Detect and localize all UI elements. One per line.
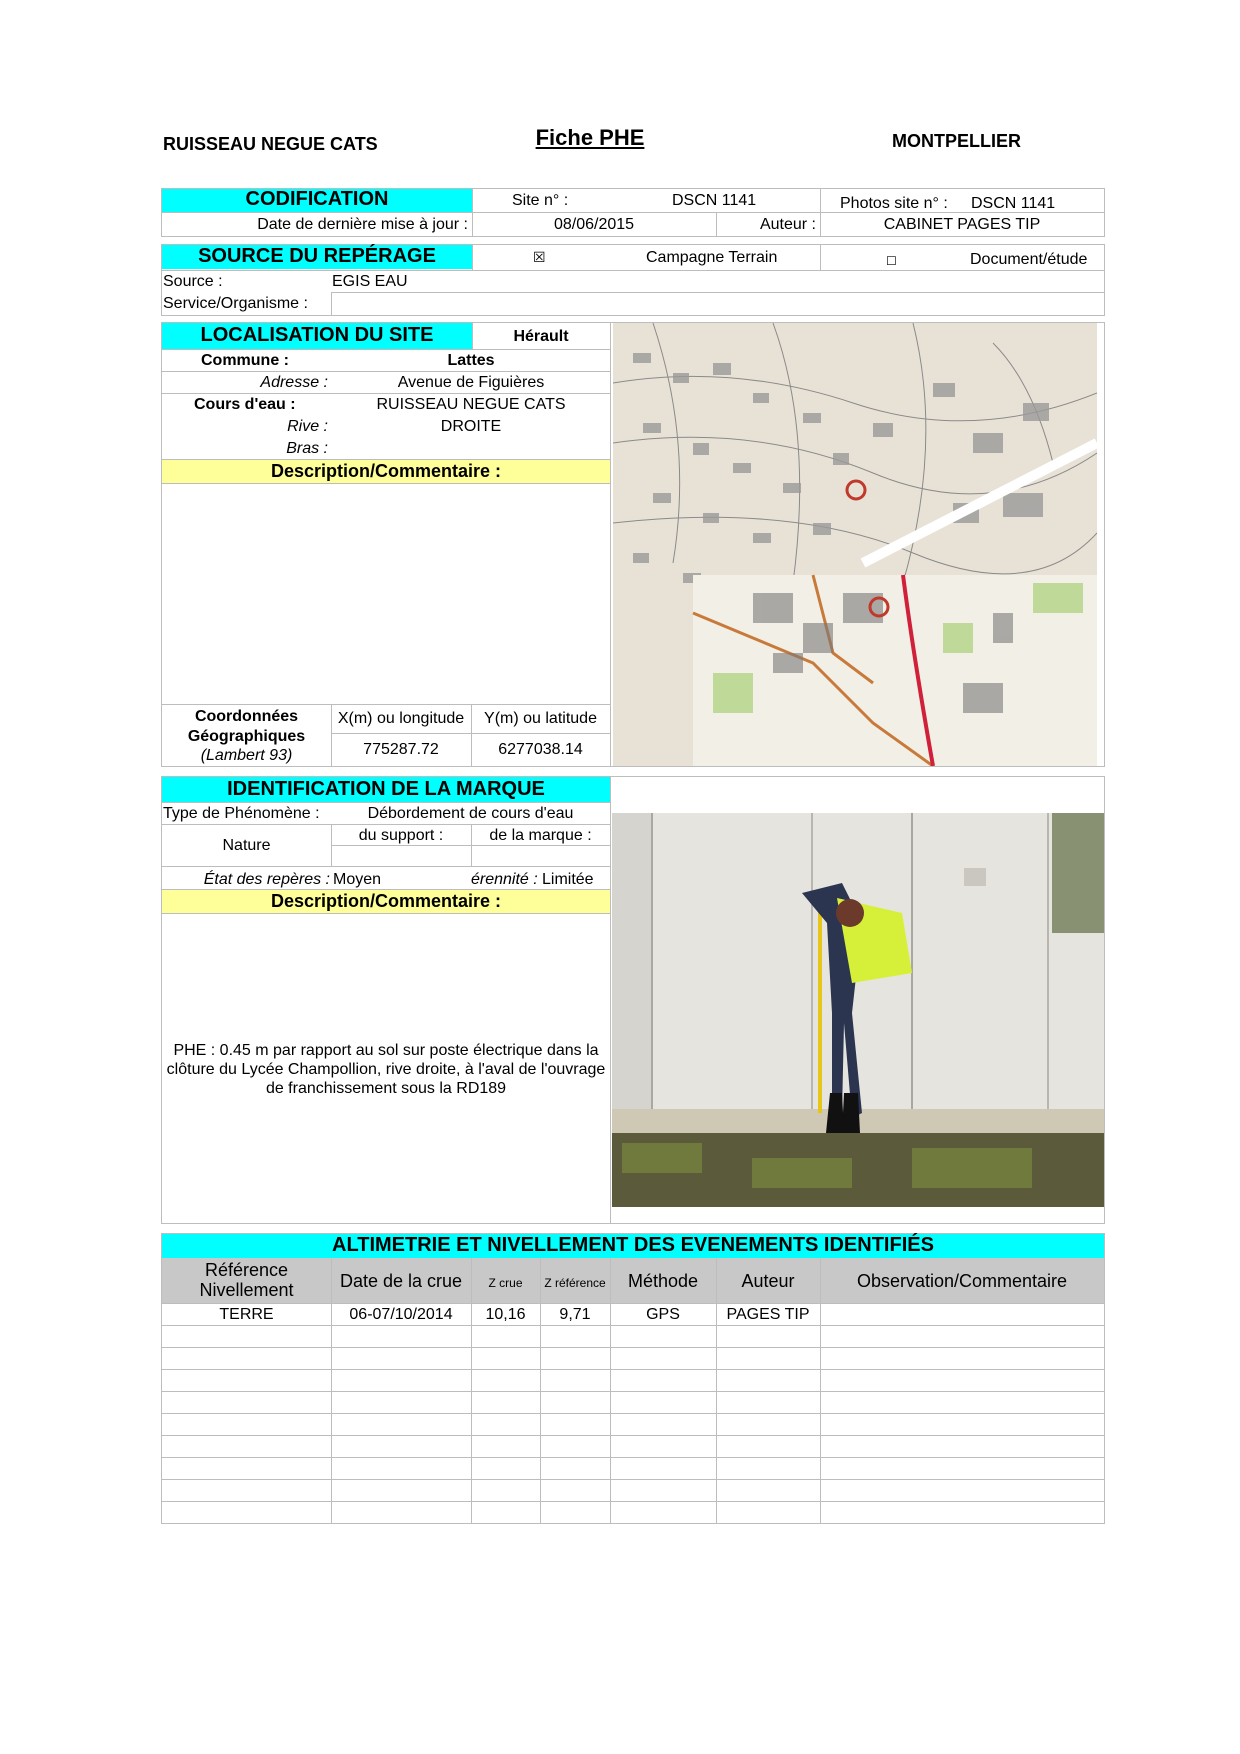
col-methode: Méthode [627,1271,699,1291]
auteur-value: CABINET PAGES TIP [883,216,1041,233]
source-label: Source : [163,273,223,290]
identification-title: IDENTIFICATION DE LA MARQUE [227,778,545,800]
photos-value: DSCN 1141 [971,195,1056,212]
localisation-description-label: Description/Commentaire : [270,461,502,481]
row-date: 06-07/10/2014 [349,1306,453,1323]
y-label: Y(m) ou latitude [484,710,597,727]
etat-value: Moyen [333,871,382,888]
campagne-checkbox[interactable]: ☒ [533,249,546,265]
x-label: X(m) ou longitude [337,710,465,727]
row-reference: TERRE [219,1306,274,1323]
campagne-label: Campagne Terrain [646,249,778,266]
commune-value: Lattes [447,352,495,369]
marque-label: de la marque : [489,827,592,844]
nature-label: Nature [222,837,271,854]
codification-title: CODIFICATION [245,188,389,210]
source-value: EGIS EAU [332,273,408,290]
x-value: 775287.72 [363,741,439,758]
col-observation: Observation/Commentaire [856,1271,1068,1291]
river-name: RUISSEAU NEGUE CATS [163,134,378,154]
perennite-value: Limitée [542,871,594,888]
rive-value: DROITE [440,418,502,435]
adresse-label: Adresse : [260,374,328,391]
departement: Hérault [513,328,569,345]
perennite-label: érennité : [471,871,538,888]
col-z-crue: Z crue [488,1276,523,1290]
identification-description-label: Description/Commentaire : [270,891,502,911]
photos-label: Photos site n° : [840,195,948,212]
page-title: Fiche PHE [535,125,645,150]
service-label: Service/Organisme : [163,295,308,312]
row-methode: GPS [646,1306,680,1323]
col-auteur: Auteur [741,1271,795,1291]
col-reference: Référence Nivellement [199,1260,294,1300]
col-z-reference: Z référence [544,1276,606,1290]
document-checkbox[interactable]: ☐ [886,254,897,268]
rive-label: Rive : [287,418,328,435]
coord-label-2: Géographiques [187,728,306,745]
type-value: Débordement de cours d'eau [367,805,574,822]
location-map [613,323,1097,766]
commune-label: Commune : [201,352,289,369]
city-name: MONTPELLIER [892,131,1021,151]
row-auteur: PAGES TIP [726,1306,810,1323]
coord-label-1: Coordonnées [194,708,299,725]
source-title: SOURCE DU REPÉRAGE [198,245,436,267]
adresse-value: Avenue de Figuières [397,374,545,391]
y-value: 6277038.14 [498,741,583,758]
row-z-reference: 9,71 [559,1306,591,1323]
row-z-crue: 10,16 [485,1306,526,1323]
altimetrie-title: ALTIMETRIE ET NIVELLEMENT DES EVENEMENTS IDENTIFIÉS [332,1234,934,1256]
site-photo [612,813,1104,1207]
date-value: 08/06/2015 [553,216,635,233]
localisation-title: LOCALISATION DU SITE [200,324,434,346]
support-label: du support : [358,827,444,844]
date-label: Date de dernière mise à jour : [257,216,468,233]
etat-label: État des repères : [203,871,330,888]
phe-description: PHE : 0.45 m par rapport au sol sur poste électrique dans la clôture du Lycée Champollion, rive droite, à l'aval de l'ouvrage de franchissement sous la RD189 [166,1042,606,1097]
site-value: DSCN 1141 [672,192,757,209]
cours-label: Cours d'eau : [194,396,296,413]
site-label: Site n° : [512,192,569,209]
coord-label-3: (Lambert 93) [200,747,293,764]
col-date: Date de la crue [339,1271,463,1291]
bras-label: Bras : [286,440,328,457]
type-label: Type de Phénomène : [163,805,320,822]
cours-value: RUISSEAU NEGUE CATS [376,396,566,413]
document-label: Document/étude [970,251,1088,268]
auteur-label: Auteur : [759,216,816,233]
